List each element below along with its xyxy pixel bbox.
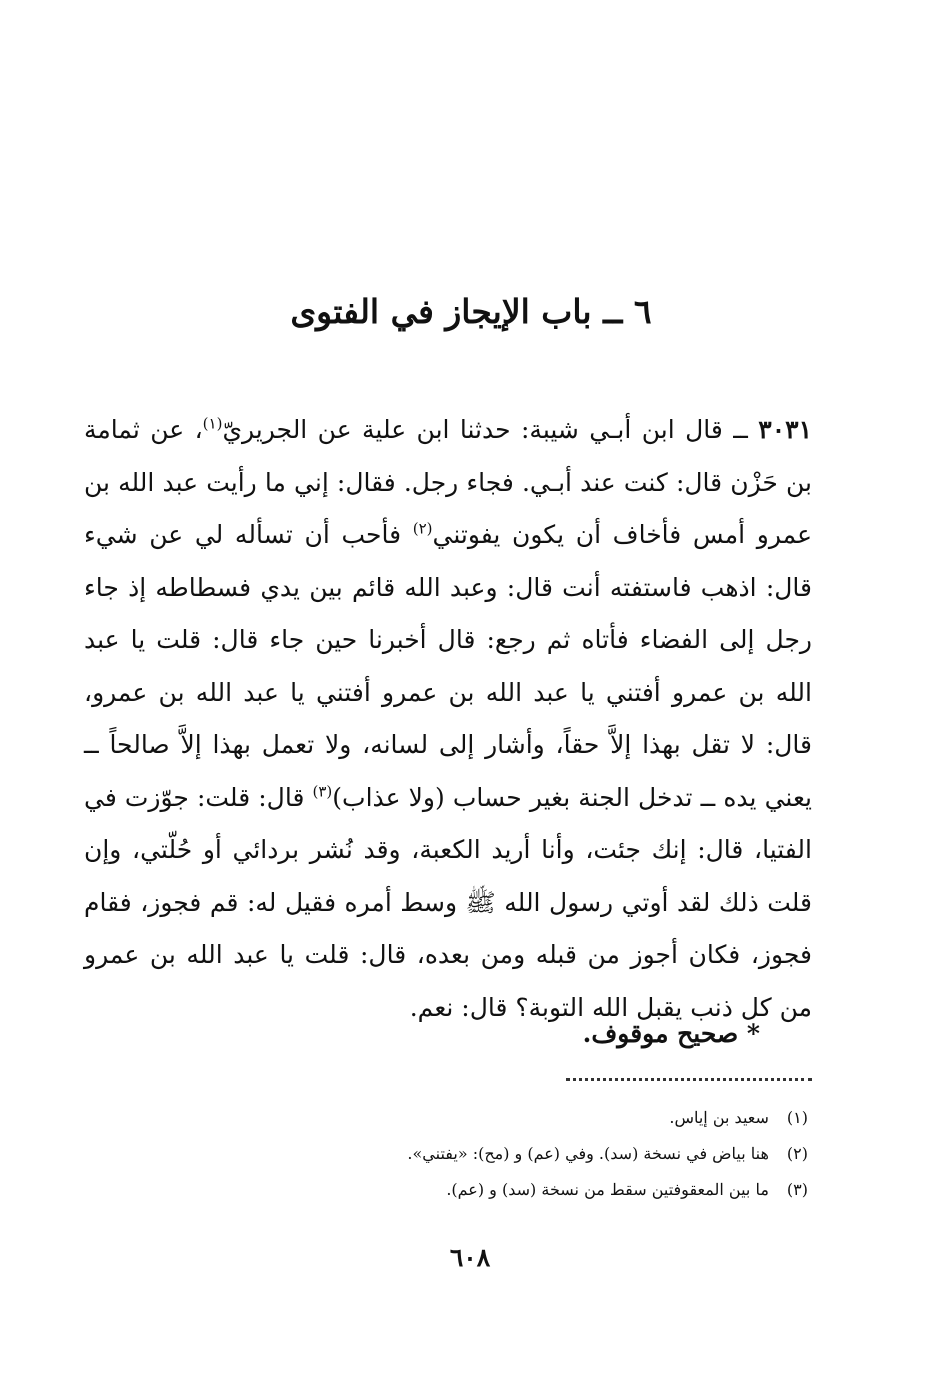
footnote-ref-2: (٢)	[412, 519, 433, 538]
page-number: ٦٠٨	[449, 1243, 491, 1272]
hadith-number: ٣٠٣١	[758, 415, 812, 444]
footnote-ref-1: (١)	[202, 414, 223, 433]
footnote-number: (٢)	[786, 1144, 808, 1163]
footnote-separator	[566, 1078, 812, 1081]
hadith-block	[84, 404, 812, 1034]
footnote-number: (٣)	[786, 1180, 808, 1199]
footnote-text: ما بين المعقوفتين سقط من نسخة (سد) و (عم).	[446, 1180, 769, 1199]
hadith-text-part-2: ، عن ثمامة بن حَزْن قال: كنت عند أبـي. فجاء رجل. فقال: إني ما رأيت عبد الله بن عمرو أمس فأخاف أن يكون يفوتني	[84, 415, 813, 549]
hadith-text-part-4: قال: قلت: جوّزت في الفتيا، قال: إنك جئت، وأنا أريد الكعبة، وقد نُشر بردائي أو حُلّتي، وإن قلت ذلك لقد أوتي رسول الله ﷺ وسط أمره فقيل له: قم فجوز، فقام فجوز، فكان أجوز من قبله ومن بعده، قال: قلت يا عبد الله بن عمرو من كل ذنب يقبل الله التوبة؟ قال: نعم.	[84, 782, 812, 1022]
footnote-ref-3: (٣)	[312, 782, 333, 801]
hadith-text-part-1: ــ قال ابن أبـي شيبة: حدثنا ابن علية عن الجريريّ	[222, 415, 759, 444]
footnote-2	[300, 1136, 808, 1172]
footnote-number: (١)	[786, 1108, 808, 1127]
hadith-paragraph	[84, 404, 812, 1034]
footnote-1	[300, 1100, 808, 1136]
footnotes	[300, 1100, 808, 1208]
hadith-text-part-3: فأحب أن تسأله لي عن شيء قال: اذهب فاستفته أنت قال: وعبد الله قائم بين يدي فسطاطه إذ جاء رجل إلى الفضاء فأتاه ثم رجع: قال أخبرنا حين جاء قال: قلت يا عبد الله بن عمرو أفتني يا عبد الله بن عمرو أفتني يا عبد الله بن عمرو، قال: لا تقل بهذا إلاَّ حقاً، وأشار إلى لسانه، ولا تعمل بهذا إلاَّ صالحاً ــ يعني يده ــ تدخل الجنة بغير حساب (ولا عذاب)	[84, 520, 812, 812]
footnote-text: سعيد بن إياس.	[669, 1108, 769, 1127]
footnote-text: هنا بياض في نسخة (سد). وفي (عم) و (مح): «يفتني».	[407, 1144, 769, 1163]
hadith-grading: * صحيح موقوف.	[582, 1019, 760, 1048]
chapter-title: ٦ ــ باب الإيجاز في الفتوى	[290, 292, 652, 331]
footnote-3	[300, 1172, 808, 1208]
